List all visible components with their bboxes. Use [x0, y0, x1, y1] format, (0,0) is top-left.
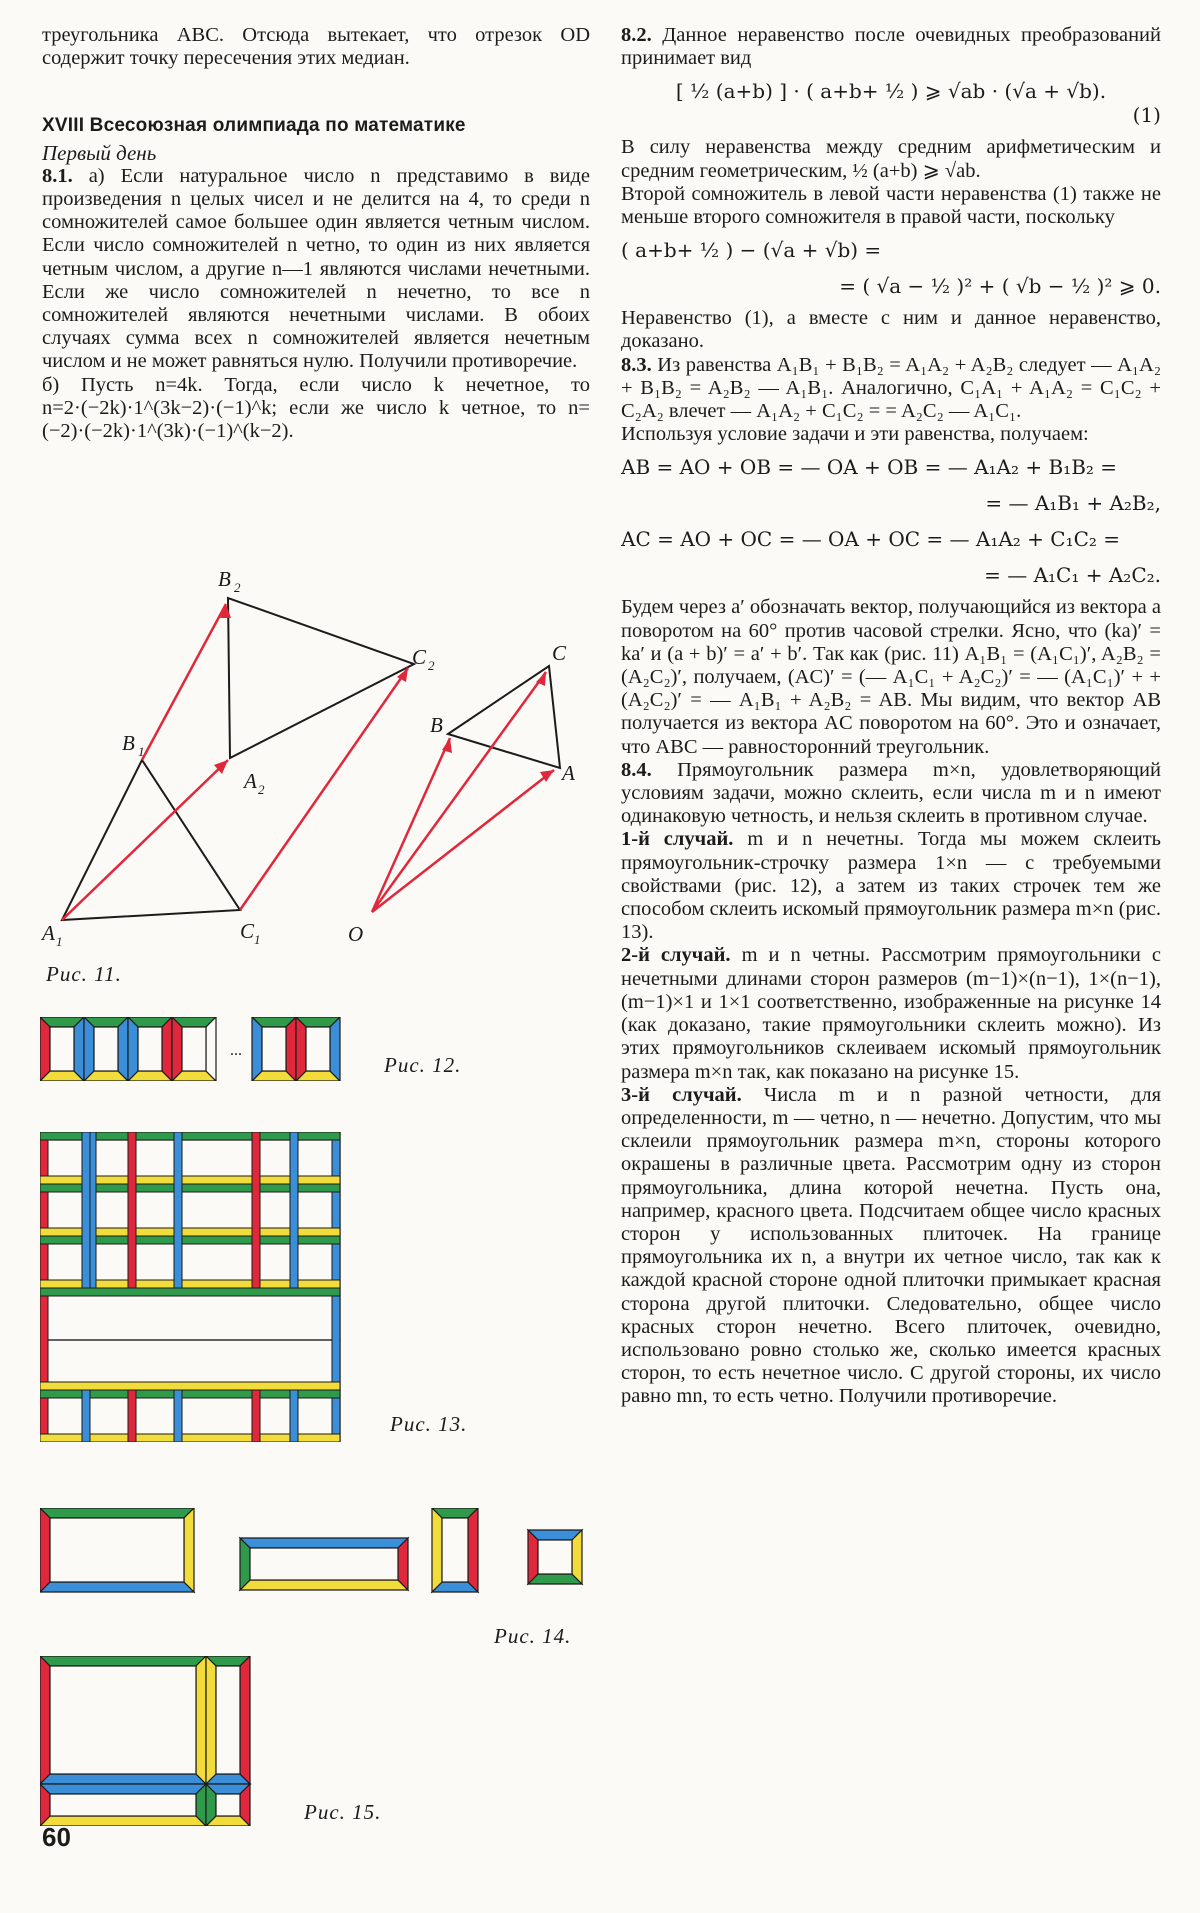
problem-text: Из равенства A₁B₁ + B₁B₂ = A₁A₂ + A₂B₂ следует — A₁A₂ + B₁B₂ = A₂B₂ — A₁B₁. Аналогично, C₁A₁ + A₁A₂ = C₁C₂ + C₂A₂ влечет — A₁A₂ + C₁C₂ = = A₂C₂ — A₁C₁.	[621, 353, 1162, 423]
problem-8-3	[621, 354, 1161, 424]
paragraph: Используя условие задачи и эти равенства, получаем:	[621, 423, 1089, 446]
intro-paragraph: треугольника ABC. Отсюда вытекает, что отрезок OD содержит точку пересечения этих медиан.	[42, 24, 590, 70]
vector-b1b2	[142, 604, 226, 760]
label-a2: A	[244, 769, 257, 793]
problem-number: 8.2.	[621, 24, 652, 46]
problem-8-1-b: б) Пусть n=4k. Тогда, если число k нечетное, то n=2·(−2k)·1^(3k−2)·(−1)^k; если же число k четное, то n=(−2)·(−2k)·1^(3k)·(−1)^(k−2).	[42, 373, 590, 443]
triangle-a2b2c2	[228, 598, 414, 758]
tile	[252, 1017, 296, 1081]
vector-oa	[372, 770, 554, 912]
paragraph: В силу неравенства между средним арифметическим и средним геометрическим, ½ (a+b) ⩾ √ab.	[621, 136, 1161, 182]
tile	[172, 1017, 216, 1081]
formula-1: [ ½ (a+b) ] · ( a+b+ ½ ) ⩾ √ab · (√a + √b).	[675, 79, 1107, 104]
paragraph: Будем через a′ обозначать вектор, получающийся из вектора a поворотом на 60° против часовой стрелки. Ясно, что (ka)′ = ka′ и (a + b)′ = a′ + b′. Так как (рис. 11) A₁B₁ = (A₁C₁)′, A₂B₂ = (A₂C₂)′, получаем, (AC)′ = (— A₁C₁ + A₂C₂)′ = — (A₁C₁)′ + + (A₂C₂)′ = — A₁B₁ + A₂B₂ = AB. Мы видим, что вектор AB получается из вектора AC поворотом на 60°. Это и означает, что ABC — равносторонний треугольник.	[621, 596, 1161, 758]
case-text: Числа m и n разной четности, для определенности, m — четно, n — нечетно. Допустим, что мы склеили прямоугольник размера m×n, стороны которого окрашены в различные цвета. Рассмотрим одну из сторон прямоугольника, длина которой нечетна. Пусть она, например, красного цвета. Подсчитаем общее число красных сторон у использованных плиточек. На границе прямоугольника их n, а внутри их четное число, так как к каждой красной стороне одной плиточки примыкает красная сторона другой плиточки. Следовательно, общее число красных сторон нечетно. Всего плиточек, очевидно, использовано ровно столько же, сколько имеется красных сторон, то есть нечетное число. С другой стороны, их число равно mn, то есть четно. Получили противоречие.	[621, 1083, 1161, 1408]
formula-4b: = — A₁C₁ + A₂C₂.	[984, 563, 1161, 588]
tile	[40, 1017, 84, 1081]
paragraph: Неравенство (1), а вместе с ним и данное неравенство, доказано.	[621, 307, 1161, 353]
label-c1: C	[240, 919, 255, 943]
label-b1: B	[122, 731, 135, 755]
label-c2-sub: 2	[428, 658, 435, 673]
vector-c1c2	[240, 668, 408, 910]
case-title: 2-й случай.	[621, 944, 731, 967]
label-o: O	[348, 922, 364, 946]
block-corner	[206, 1784, 250, 1826]
rect-1-1	[528, 1530, 582, 1584]
rect-m1-n1	[40, 1508, 194, 1592]
problem-text: Данное неравенство после очевидных преобразований принимает вид	[621, 24, 1161, 70]
row-colors	[40, 1132, 340, 1442]
label-a2-sub: 2	[258, 782, 265, 797]
caption-fig-11: Рис. 11.	[46, 962, 122, 986]
page-number: 60	[42, 1822, 71, 1852]
case-text: m и n четны. Рассмотрим прямоугольники с нечетными длинами сторон размеров (m−1)×(n−1), 1×(n−1), (m−1)×1 и 1×1 соответственно, изображенные на рисунке 14 (как доказано, такие прямоугольники склеить можно). Из этих прямоугольников склеиваем искомый прямоугольник размера m×n так, как показано на рисунке 15.	[621, 944, 1162, 1083]
case-title: 3-й случай.	[621, 1083, 742, 1106]
rect-m1-1	[432, 1508, 478, 1592]
problem-number: 8.3.	[621, 353, 652, 376]
formula-3b: = — A₁B₁ + A₂B₂,	[985, 491, 1161, 516]
vector-a1a2	[62, 760, 228, 920]
label-b1-sub: 1	[138, 744, 145, 759]
vector-oc	[372, 672, 546, 912]
case-1	[621, 828, 1161, 944]
label-a: A	[562, 761, 575, 785]
label-c: C	[552, 641, 567, 665]
tile	[128, 1017, 172, 1081]
figure-15	[40, 1656, 260, 1826]
tile	[296, 1017, 340, 1081]
case-text: m и n нечетны. Тогда мы можем склеить прямоугольник-строчку размера 1×n — с требуемыми свойствами (рис. 12), а затем из таких строчек тем же способом склеить искомый прямоугольник размера m×n (рис. 13).	[621, 828, 1161, 944]
formula-2b: = ( √a − ½ )² + ( √b − ½ )² ⩾ 0.	[839, 274, 1161, 299]
figure-14	[40, 1508, 588, 1604]
block-right	[206, 1656, 250, 1784]
formula-3a: AB = AO + OB = — OA + OB = — A₁A₂ + B₁B₂ =	[621, 455, 1118, 480]
label-b: B	[430, 713, 443, 737]
label-c1-sub: 1	[254, 932, 261, 947]
problem-8-4	[621, 759, 1161, 829]
figure-11	[30, 560, 590, 960]
label-a1-sub: 1	[56, 934, 63, 949]
day-heading: Первый день	[42, 140, 157, 165]
problem-text: Прямоугольник размера m×n, удовлетворяющий условиям задачи, можно склеить, если числа m и n имеют одинаковую четность, и нельзя склеить в противном случае.	[621, 758, 1162, 828]
caption-fig-15: Рис. 15.	[304, 1800, 382, 1824]
problem-8-2	[621, 24, 1161, 70]
caption-fig-12: Рис. 12.	[384, 1053, 462, 1077]
label-c2: C	[412, 645, 427, 669]
caption-fig-14: Рис. 14.	[494, 1624, 572, 1648]
case-3	[621, 1084, 1161, 1409]
case-2	[621, 944, 1161, 1083]
caption-fig-13: Рис. 13.	[390, 1412, 468, 1436]
label-b2-sub: 2	[234, 580, 241, 595]
block-main	[40, 1656, 206, 1784]
problem-text: а) Если натуральное число n представимо в виде произведения n целых чисел и не делится на 4, то среди n сомножителей самое большее один является четным числом. Если число сомножителей n четно, то один из них является четным числом, а другие n—1 являются числами нечетными. Если же число сомножителей n нечетно, то все n сомножителей являются нечетными числами. В обоих случаях сумма всех n сомножителей является нечетным числом и не может равняться нулю. Получили противоречие.	[42, 164, 590, 373]
section-title: XVIII Всесоюзная олимпиада по математике	[42, 115, 466, 137]
figure-12	[40, 1017, 360, 1081]
figure-13	[40, 1132, 348, 1442]
label-a1: A	[42, 921, 55, 945]
block-bottom	[40, 1784, 206, 1826]
formula-1-tag: (1)	[1132, 103, 1161, 128]
vector-ob	[372, 738, 450, 912]
ellipsis: ...	[230, 1042, 242, 1059]
tile	[84, 1017, 128, 1081]
formula-4a: AC = AO + OC = — OA + OC = — A₁A₂ + C₁C₂ =	[621, 527, 1121, 552]
right-column	[621, 24, 1161, 1409]
left-column	[42, 24, 590, 443]
label-b2: B	[218, 567, 231, 591]
problem-number: 8.4.	[621, 758, 652, 781]
problem-8-1-a	[42, 165, 590, 374]
paragraph: Второй сомножитель в левой части неравенства (1) также не меньше второго сомножителя в правой части, поскольку	[621, 182, 1161, 229]
case-title: 1-й случай.	[621, 828, 734, 851]
problem-number: 8.1.	[42, 164, 73, 187]
rect-1-n1	[240, 1538, 408, 1590]
formula-2a: ( a+b+ ½ ) − (√a + √b) =	[621, 238, 882, 263]
